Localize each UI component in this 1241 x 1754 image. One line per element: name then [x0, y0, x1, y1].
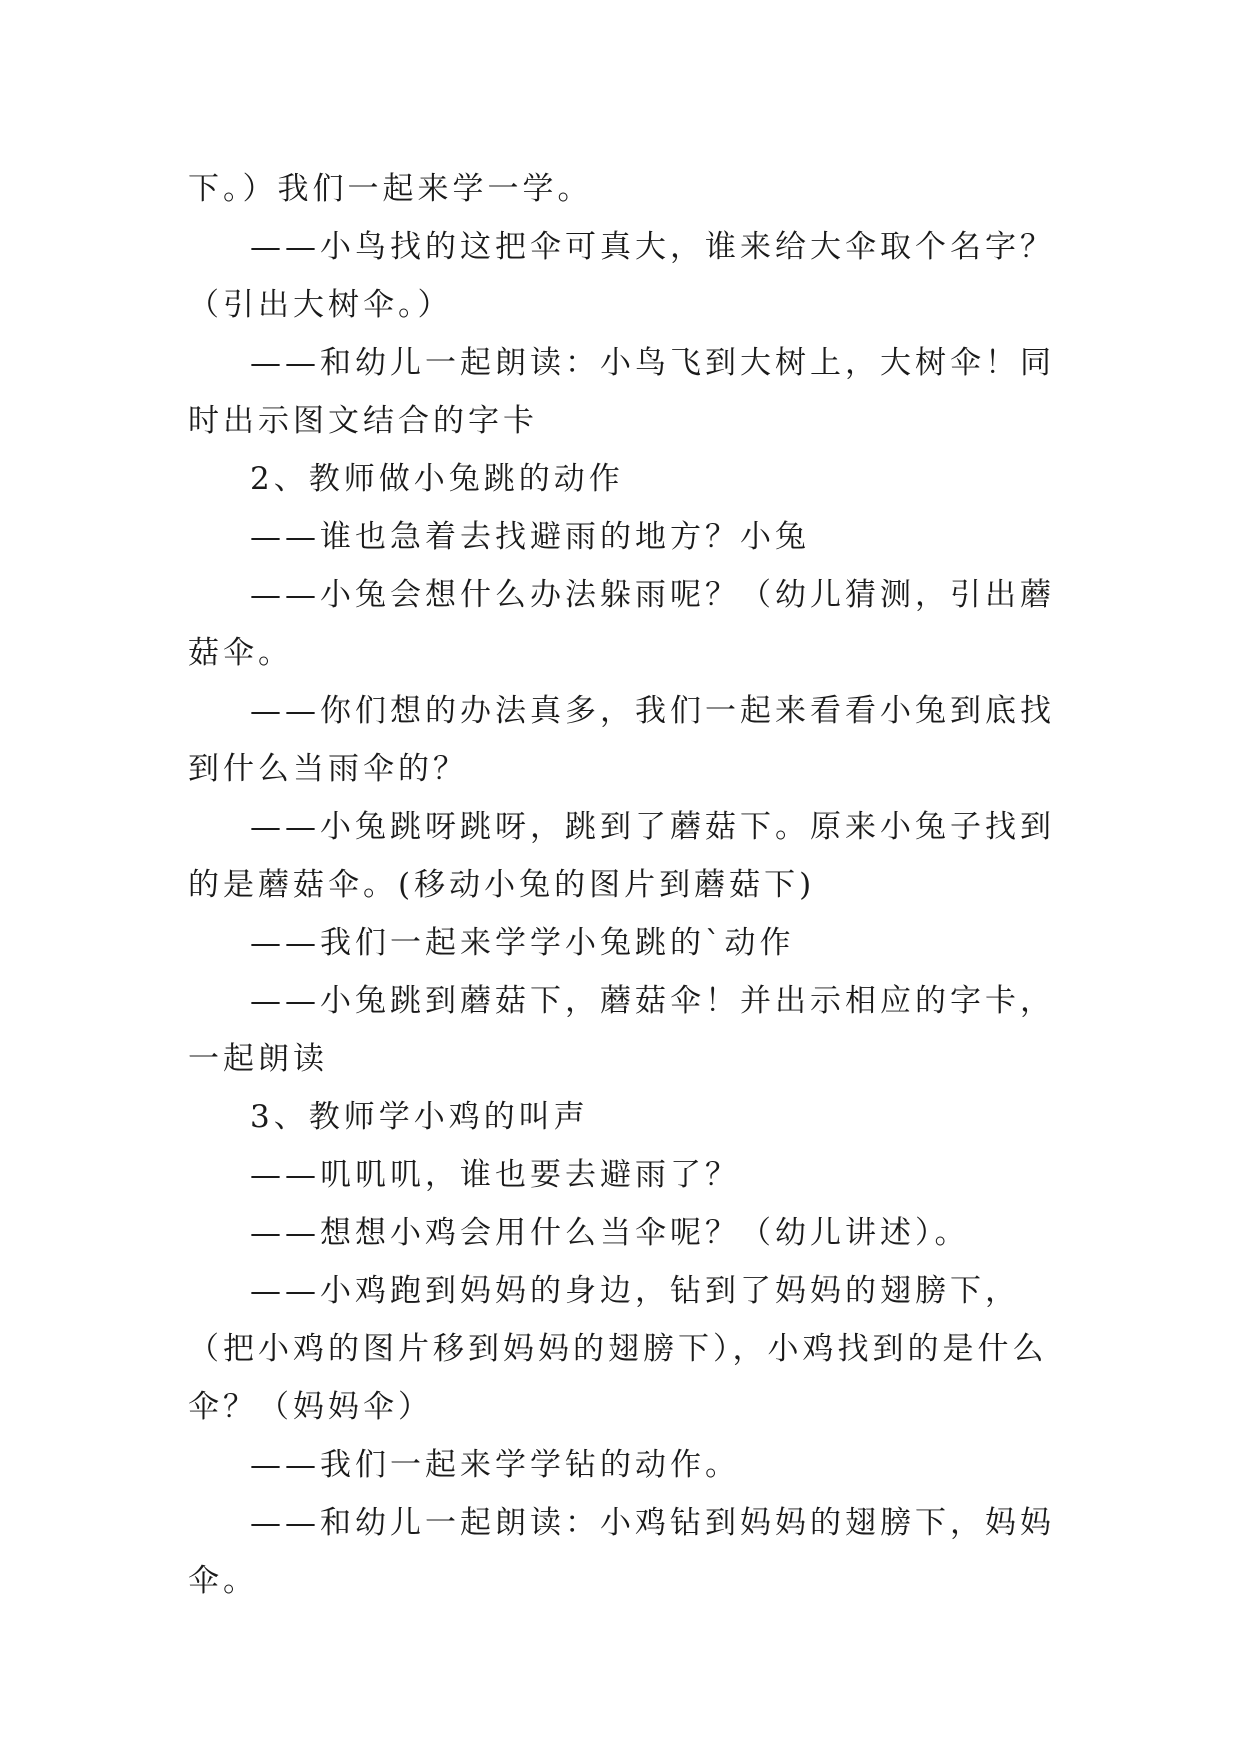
- paragraph: ——叽叽叽，谁也要去避雨了？: [250, 1157, 740, 1193]
- paragraph: ——我们一起来学学钻的动作。: [250, 1447, 740, 1483]
- paragraph: ——想想小鸡会用什么当伞呢？（幼儿讲述）。: [250, 1215, 970, 1251]
- paragraph: ——和幼儿一起朗读：小鸡钻到妈妈的翅膀下，妈妈伞。: [188, 1505, 1055, 1599]
- paragraph: ——和幼儿一起朗读：小鸟飞到大树上，大树伞！同时出示图文结合的字卡: [188, 345, 1055, 439]
- paragraph: ——谁也急着去找避雨的地方？小兔: [250, 519, 810, 555]
- paragraph: ——我们一起来学学小兔跳的`动作: [250, 925, 795, 961]
- body-text: [188, 160, 1058, 1610]
- paragraph: 下。）我们一起来学一学。: [188, 171, 593, 207]
- paragraph: ——小兔跳到蘑菇下，蘑菇伞！并出示相应的字卡，一起朗读: [188, 983, 1055, 1077]
- paragraph: ——小鸡跑到妈妈的身边，钻到了妈妈的翅膀下，（把小鸡的图片移到妈妈的翅膀下），小鸡找到的是什么伞？（妈妈伞）: [188, 1273, 1048, 1425]
- paragraph: ——小兔跳呀跳呀，跳到了蘑菇下。原来小兔子找到的是蘑菇伞。(移动小兔的图片到蘑菇下): [188, 809, 1055, 903]
- paragraph: ——小鸟找的这把伞可真大，谁来给大伞取个名字？（引出大树伞。）: [188, 229, 1055, 323]
- paragraph: 3、教师学小鸡的叫声: [250, 1099, 589, 1135]
- paragraph: ——小兔会想什么办法躲雨呢？（幼儿猜测，引出蘑菇伞。: [188, 577, 1055, 671]
- paragraph: ——你们想的办法真多，我们一起来看看小兔到底找到什么当雨伞的？: [188, 693, 1055, 787]
- paragraph: 2、教师做小兔跳的动作: [250, 461, 624, 497]
